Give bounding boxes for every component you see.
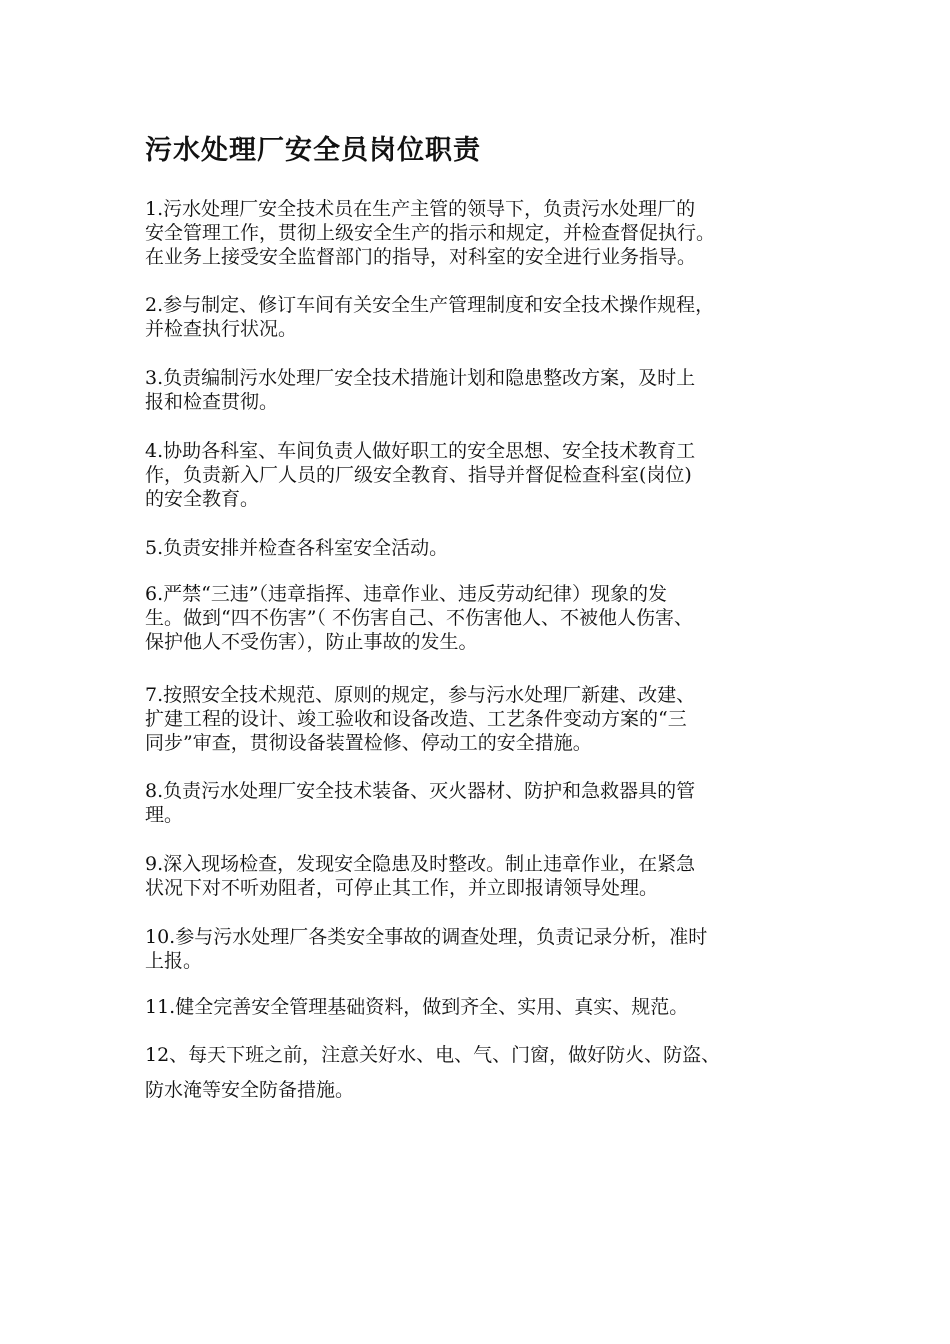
duty-line: 2.参与制定、修订车间有关安全生产管理制度和安全技术操作规程，	[145, 294, 715, 316]
duty-item-6	[145, 582, 835, 654]
duty-line: 并检查执行状况。	[145, 318, 298, 340]
duty-line: 生。做到“四不伤害”（ 不伤害自己、不伤害他人、不被他人伤害、	[145, 607, 693, 629]
duty-line: 4.协助各科室、车间负责人做好职工的安全思想、安全技术教育工	[145, 440, 696, 462]
duty-line: 10.参与污水处理厂各类安全事故的调查处理，负责记录分析，准时	[145, 926, 708, 948]
duty-line: 7.按照安全技术规范、原则的规定，参与污水处理厂新建、改建、	[145, 684, 696, 706]
duty-line: 8.负责污水处理厂安全技术装备、灭火器材、防护和急救器具的管	[145, 780, 696, 802]
duty-line: 的安全教育。	[145, 488, 260, 510]
duty-line: 防水淹等安全防备措施。	[145, 1079, 355, 1101]
duty-line: 保护他人不受伤害），防止事故的发生。	[145, 631, 478, 653]
duty-line: 同步”审查，贯彻设备装置检修、停动工的安全措施。	[145, 732, 592, 754]
duty-item-5	[145, 536, 835, 560]
duty-item-2	[145, 293, 835, 341]
duty-line: 12、每天下班之前，注意关好水、电、气、门窗，做好防火、防盗、	[145, 1044, 721, 1066]
duty-item-3	[145, 366, 835, 414]
duty-line: 1.污水处理厂安全技术员在生产主管的领导下，负责污水处理厂的	[145, 198, 696, 220]
duty-line: 9.深入现场检查，发现安全隐患及时整改。制止违章作业，在紧急	[145, 853, 696, 875]
duty-item-4	[145, 439, 835, 511]
document-title: 污水处理厂安全员岗位职责	[145, 135, 481, 166]
duty-item-7	[145, 683, 835, 755]
duty-line: 安全管理工作，贯彻上级安全生产的指示和规定，并检查督促执行。	[145, 222, 716, 244]
duty-item-8	[145, 779, 835, 827]
duty-item-11	[145, 995, 835, 1019]
duty-line: 3.负责编制污水处理厂安全技术措施计划和隐患整改方案，及时上	[145, 367, 696, 389]
duty-item-1	[145, 197, 835, 269]
duty-line: 扩建工程的设计、竣工验收和设备改造、工艺条件变动方案的“三	[145, 708, 687, 730]
duty-line: 报和检查贯彻。	[145, 391, 279, 413]
duty-item-12	[145, 1038, 835, 1108]
duty-line: 作，负责新入厂人员的厂级安全教育、指导并督促检查科室(岗位)	[145, 464, 692, 486]
duty-line: 在业务上接受安全监督部门的指导，对科室的安全进行业务指导。	[145, 246, 697, 268]
duty-line: 理。	[145, 804, 184, 826]
duty-item-10	[145, 925, 835, 973]
duty-line: 上报。	[145, 950, 203, 972]
duty-item-9	[145, 852, 835, 900]
duty-line: 状况下对不听劝阻者，可停止其工作，并立即报请领导处理。	[145, 877, 659, 899]
duty-line: 11.健全完善安全管理基础资料，做到齐全、实用、真实、规范。	[145, 996, 689, 1018]
duty-line: 5.负责安排并检查各科室安全活动。	[145, 537, 449, 559]
duty-line: 6.严禁“三违”（违章指挥、违章作业、违反劳动纪律）现象的发	[145, 583, 668, 605]
